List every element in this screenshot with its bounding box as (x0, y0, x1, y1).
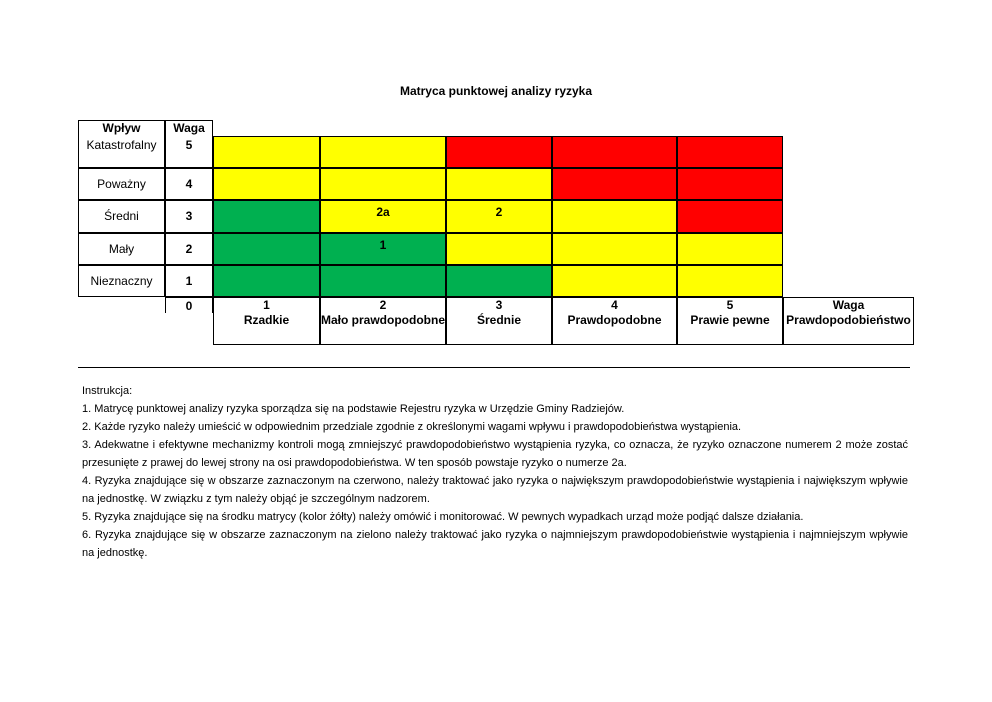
matrix-cell (446, 233, 552, 265)
probability-header (783, 297, 914, 345)
instruction-item: 3. Adekwatne i efektywne mechanizmy kontroli mogą zmniejszyć prawdopodobieństwo wystąpienia ryzyka, co oznacza, że ryzyko oznaczone numerem 2 może zostać przesunięte z prawej do lewej strony na osi prawdopodobieństwa. W ten sposób powstaje ryzyko o numerze 2a. (82, 439, 908, 469)
probability-column (320, 297, 446, 345)
matrix-cell (677, 168, 783, 200)
matrix-cell (677, 200, 783, 233)
matrix-cell: 2a (320, 200, 446, 233)
instructions (82, 382, 908, 562)
impact-label: Średni (78, 200, 165, 233)
matrix-cell (552, 136, 677, 168)
probability-column (677, 297, 783, 345)
impact-label: Katastrofalny (78, 120, 165, 168)
probability-label: Rzadkie (243, 313, 290, 327)
weight-header: Waga (173, 121, 205, 135)
probability-header-weight: Waga (832, 298, 865, 312)
impact-header: Wpływ (102, 121, 141, 135)
matrix-cell (213, 233, 320, 265)
instruction-item: 1. Matrycę punktowej analizy ryzyka sporządza się na podstawie Rejestru ryzyka w Urzędzie Gminy Radziejów. (82, 403, 625, 415)
matrix-cell (213, 265, 320, 297)
matrix-cell (213, 136, 320, 168)
probability-column (213, 297, 320, 345)
probability-weight: 4 (611, 298, 618, 312)
matrix-cell (552, 168, 677, 200)
instruction-item: 2. Każde ryzyko należy umieścić w odpowiednim przedziale zgodnie z określonymi wagami wpływu i prawdopodobieństwa wystąpienia. (82, 421, 742, 433)
matrix-cell (552, 233, 677, 265)
matrix-cell (446, 136, 552, 168)
impact-label: Poważny (78, 168, 165, 200)
impact-weight: 1 (165, 265, 213, 297)
matrix-cell: 2 (446, 200, 552, 233)
impact-label: Nieznaczny (78, 265, 165, 297)
probability-weight: 5 (726, 298, 734, 312)
probability-label: Prawie pewne (690, 313, 770, 327)
instruction-item: 4. Ryzyka znajdujące się w obszarze zaznaczonym na czerwono, należy traktować jako ryzyka o największym prawdopodobieństwie wystąpienia i największym wpływie na jednostkę. W związku z tym należy objąć je szczególnym nadzorem. (82, 475, 908, 505)
probability-label: Mało prawdopodobne (321, 313, 445, 327)
probability-weight: 3 (495, 298, 503, 312)
matrix-cell (446, 265, 552, 297)
x-zero: 0 (165, 297, 213, 313)
divider (78, 367, 910, 368)
matrix-cell (677, 265, 783, 297)
probability-header-label: Prawdopodobieństwo (786, 313, 911, 327)
page-title: Matryca punktowej analizy ryzyka (399, 84, 593, 98)
impact-label: Mały (78, 233, 165, 265)
instruction-item: 6. Ryzyka znajdujące się w obszarze zaznaczonym na zielono należy traktować jako ryzyka o najmniejszym prawdopodobieństwie wystąpienia i najmniejszym wpływie na jednostkę. (82, 529, 908, 559)
probability-weight: 1 (263, 298, 270, 312)
matrix-cell: 1 (320, 233, 446, 265)
instructions-heading: Instrukcja: (82, 385, 133, 397)
probability-label: Średnie (476, 313, 521, 327)
matrix-cell (552, 200, 677, 233)
impact-weight: 5 (165, 120, 213, 168)
matrix-cell (320, 168, 446, 200)
matrix-cell (213, 168, 320, 200)
probability-weight: 2 (379, 298, 387, 312)
matrix-cell (213, 200, 320, 233)
matrix-cell (552, 265, 677, 297)
probability-column (552, 297, 677, 345)
probability-column (446, 297, 552, 345)
matrix-cell (320, 265, 446, 297)
matrix-cell (677, 233, 783, 265)
impact-weight: 3 (165, 200, 213, 233)
probability-label: Prawdopodobne (567, 313, 662, 327)
matrix-cell (446, 168, 552, 200)
matrix-cell (677, 136, 783, 168)
instruction-item: 5. Ryzyka znajdujące się na środku matrycy (kolor żółty) należy omówić i monitorować. W pewnych wypadkach urząd może podjąć dalsze działania. (82, 511, 804, 523)
impact-weight: 4 (165, 168, 213, 200)
impact-weight: 2 (165, 233, 213, 265)
matrix-cell (320, 136, 446, 168)
